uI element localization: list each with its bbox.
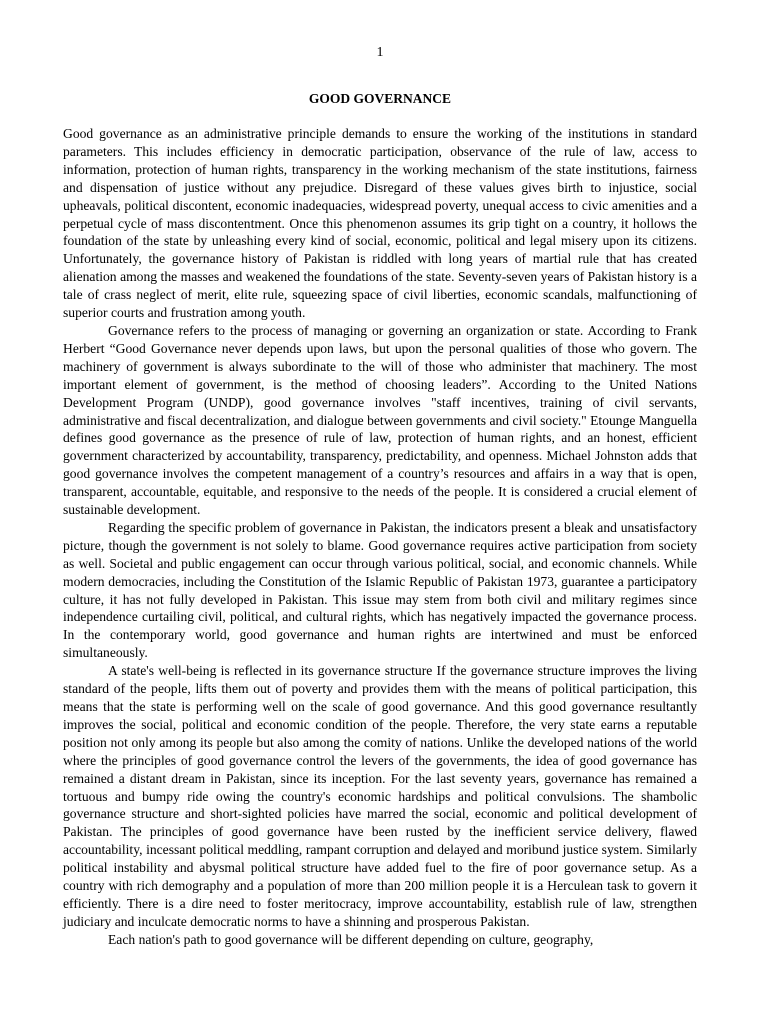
paragraph-state-wellbeing: A state's well-being is reflected in its governance structure If the governance structure improves the living standard of the people, lifts them out of poverty and provides them with the means of political participation, this means that the state is performing well on the scale of good governance. And this good governance resultantly improves the social, political and economic condition of the people. Therefore, the very state earns a reputable position not only among its people but also among the comity of nations. Unlike the developed nations of the world where the principles of good governance control the levers of the governments, the idea of good governance has remained a distant dream in Pakistan, since its inception. For the last seventy years, governance has remained a tortuous and bumpy ride owing the country's economic hardships and political convulsions. The shambolic governance structure and short-sighted policies have marred the social, economic and political development of Pakistan. The principles of good governance have been rusted by the inefficient service delivery, flawed accountability, incessant political meddling, rampant corruption and delayed and moribund justice system. Similarly political instability and abysmal political structure have added fuel to the fire of poor governance setup. As a country with rich demography and a population of more than 200 million people it is a Herculean task to govern it efficiently. There is a dire need to foster meritocracy, improve accountability, establish rule of law, strengthen judiciary and inculcate democratic norms to have a shinning and prosperous Pakistan. [63, 663, 697, 929]
paragraph-definitions: Governance refers to the process of managing or governing an organization or state. According to Frank Herbert “Good Governance never depends upon laws, but upon the personal qualities of those who govern. The machinery of government is always subordinate to the will of those who administer that machinery. The most important element of government, is the method of choosing leaders”. According to the United Nations Development Program (UNDP), good governance involves "staff incentives, training of civil servants, administrative and fiscal decentralization, and dialogue between governments and civil society." Etounge Manguella defines good governance as the presence of rule of law, protection of human rights, and an honest, efficient government characterized by accountability, transparency, predictability, and openness. Michael Johnston adds that good governance involves the competent management of a country’s resources and affairs in a way that is open, transparent, accountable, equitable, and responsive to the needs of the people. It is considered a crucial element of sustainable development. [63, 322, 697, 518]
page-number: 1 [376, 45, 384, 60]
paragraph-pakistan-problem: Regarding the specific problem of governance in Pakistan, the indicators present a bleak and unsatisfactory picture, though the government is not solely to blame. Good governance requires active participation from society as well. Societal and public engagement can occur through various political, social, and economic channels. While modern democracies, including the Constitution of the Islamic Republic of Pakistan 1973, guarantee a participatory culture, it has not fully developed in Pakistan. This issue may stem from both civil and military regimes since independence curtailing civil, political, and cultural rights, which has negatively impacted the governance process. In the contemporary world, good governance and human rights are intertwined and must be enforced simultaneously. [63, 519, 697, 661]
paragraph-each-nation: Each nation's path to good governance will be different depending on culture, geography, [108, 931, 594, 947]
paragraph-intro: Good governance as an administrative principle demands to ensure the working of the institutions in standard parameters. This includes efficiency in democratic participation, observance of the rule of law, access to information, protection of human rights, transparency in the working mechanism of the state institutions, fairness and dispensation of justice without any prejudice. Disregard of these values gives birth to injustice, social upheavals, political discontent, economic inadequacies, widespread poverty, unequal access to civic amenities and a perpetual cycle of mass discontentment. Once this phenomenon assumes its grip tight on a country, it hollows the foundation of the state by unleashing every kind of social, economic, political and legal misery upon its citizens. Unfortunately, the governance history of Pakistan is riddled with long years of martial rule that has created alienation among the masses and weakened the foundations of the state. Seventy-seven years of Pakistan history is a tale of crass neglect of merit, elite rule, squeezing space of civil liberties, economic scandals, malfunctioning of superior courts and frustration among youth. [63, 126, 697, 321]
document-title: GOOD GOVERNANCE [308, 91, 452, 106]
